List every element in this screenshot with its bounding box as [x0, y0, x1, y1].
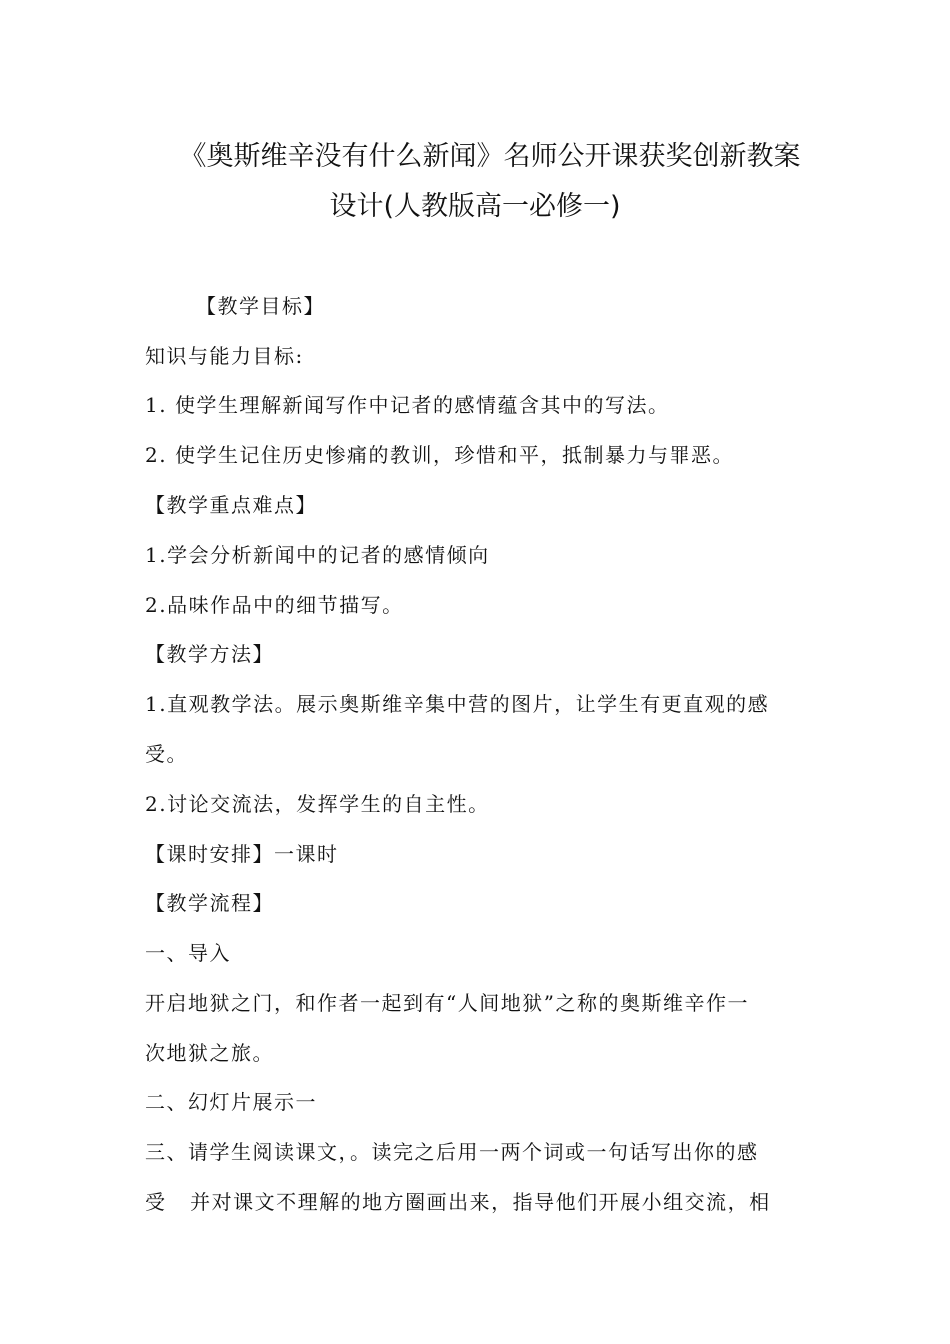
section-heading-method: 【教学方法】	[145, 642, 274, 666]
section-heading-process: 【教学流程】	[145, 891, 274, 915]
key-point-1: 1.学会分析新闻中的记者的感情倾向	[145, 543, 490, 567]
document-title-line-2: 设计(人教版高一必修一)	[329, 191, 621, 222]
document-title-line-1: 《奥斯维辛没有什么新闻》名师公开课获奖创新教案	[179, 141, 801, 172]
process-step-1-text-line-2: 次地狱之旅。	[145, 1041, 274, 1065]
method-item-1-line-1: 1.直观教学法。展示奥斯维辛集中营的图片，让学生有更直观的感	[145, 692, 770, 716]
goal-item-2: 2. 使学生记住历史惨痛的教训，珍惜和平，抵制暴力与罪恶。	[145, 443, 734, 467]
process-step-3-line-2: 受 并对课文不理解的地方圈画出来，指导他们开展小组交流，相	[145, 1190, 771, 1214]
process-step-3-line-1: 三、请学生阅读课文，。读完之后用一两个词或一句话写出你的感	[145, 1140, 759, 1164]
section-heading-goals: 【教学目标】	[196, 294, 325, 318]
key-point-2: 2.品味作品中的细节描写。	[145, 593, 404, 617]
goal-item-1: 1. 使学生理解新闻写作中记者的感情蕴含其中的写法。	[145, 393, 670, 417]
method-item-2: 2.讨论交流法，发挥学生的自主性。	[145, 792, 490, 816]
process-step-2-heading: 二、幻灯片展示一	[145, 1090, 317, 1114]
goals-subheading: 知识与能力目标:	[145, 344, 304, 368]
process-step-1-heading: 一、导入	[145, 941, 231, 965]
section-heading-schedule: 【课时安排】一课时	[145, 842, 339, 866]
process-step-1-text-line-1: 开启地狱之门，和作者一起到有“人间地狱”之称的奥斯维辛作一	[145, 991, 749, 1015]
method-item-1-line-2: 受。	[145, 742, 188, 766]
section-heading-key-points: 【教学重点难点】	[145, 493, 317, 517]
